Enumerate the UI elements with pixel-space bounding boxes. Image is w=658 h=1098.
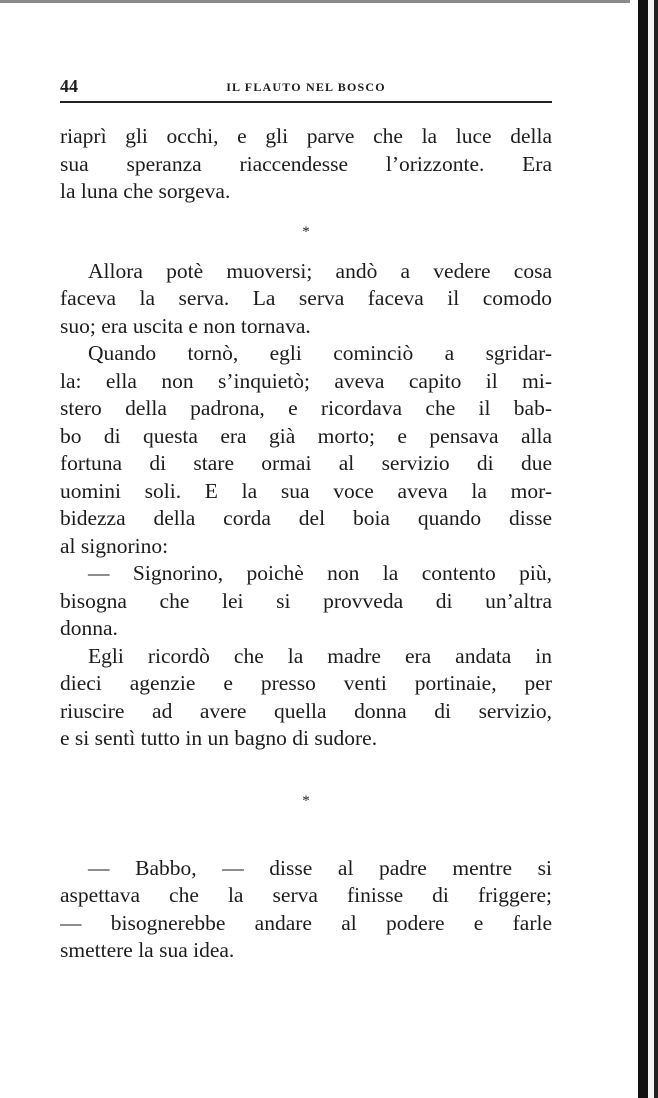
paragraph-babbo <box>60 855 552 965</box>
text-line: sua speranza riaccendesse l’orizzonte. Era <box>60 151 552 176</box>
text-line: uomini soli. E la sua voce aveva la mor- <box>60 478 552 503</box>
text-line: aspettava che la serva finisse di friggere; <box>60 883 552 907</box>
text-line: Egli ricordò che la madre era andata in <box>88 643 552 668</box>
text-line: la luna che sorgeva. <box>60 179 231 203</box>
text-line: al signorino: <box>60 533 169 558</box>
text-line: suo; era uscita e non tornava. <box>60 313 311 338</box>
book-spine-shadow <box>638 0 648 1098</box>
text-line: e si sentì tutto in un bagno di sudore. <box>60 726 378 750</box>
running-title: IL FLAUTO NEL BOSCO <box>226 80 386 94</box>
text-line: riaprì gli occhi, e gli parve che la luce della <box>60 124 552 148</box>
page-number: 44 <box>60 76 78 96</box>
text-line: bo di questa era già morto; e pensava alla <box>60 423 552 448</box>
paragraph-signorino <box>60 560 552 643</box>
text-line: — bisognerebbe andare al podere e farle <box>60 910 552 935</box>
text-line: bidezza della corda del boia quando disse <box>60 506 552 530</box>
page-header <box>60 76 552 98</box>
book-spine-edge <box>654 0 658 1098</box>
section-separator: * <box>302 792 310 809</box>
page-top-edge <box>0 0 630 3</box>
text-line: Quando tornò, egli cominciò a sgridar- <box>88 341 552 365</box>
text-line: la: ella non s’inquietò; aveva capito il mi- <box>60 368 552 393</box>
text-line: — Signorino, poichè non la contento più, <box>88 561 552 585</box>
paragraph-allora <box>60 258 552 341</box>
body-text <box>60 123 552 965</box>
text-line: stero della padrona, e ricordava che il bab- <box>60 396 552 420</box>
text-line: bisogna che lei si provveda di un’altra <box>60 588 552 613</box>
paragraph-egli <box>60 643 552 753</box>
text-line: dieci agenzie e presso venti portinaie, per <box>60 671 552 695</box>
section-separator: * <box>302 223 310 240</box>
text-line: faceva la serva. La serva faceva il comodo <box>60 286 552 310</box>
text-line: fortuna di stare ormai al servizio di due <box>60 451 552 475</box>
header-rule <box>60 101 552 103</box>
text-line: riuscire ad avere quella donna di servizio, <box>60 698 552 723</box>
text-line: — Babbo, — disse al padre mentre si <box>88 855 552 880</box>
text-line: donna. <box>60 616 118 640</box>
text-line: smettere la sua idea. <box>60 938 235 962</box>
text-line: Allora potè muoversi; andò a vedere cosa <box>88 258 552 283</box>
paragraph-closing <box>60 123 552 206</box>
paragraph-quando <box>60 340 552 560</box>
